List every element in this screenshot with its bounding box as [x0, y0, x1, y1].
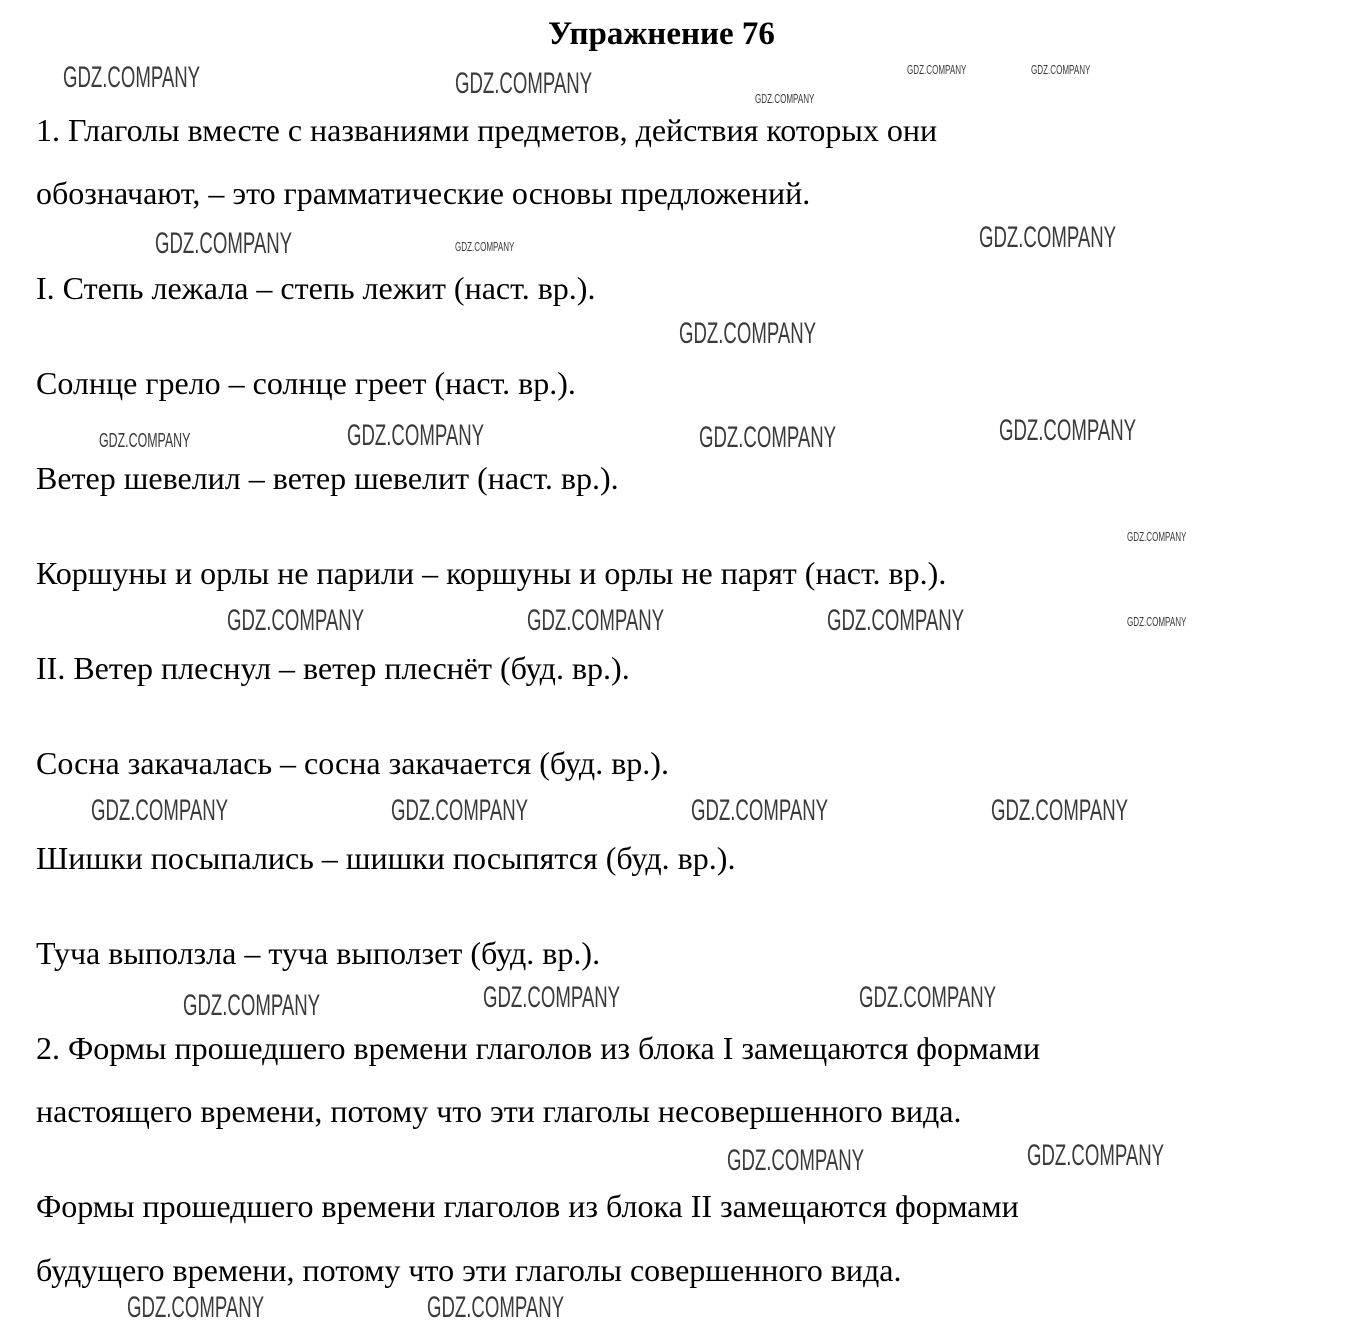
watermark: GDZ.COMPANY	[999, 414, 1137, 447]
text-line: 2. Формы прошедшего времени глаголов из блока I замещаются формами	[36, 1030, 1041, 1066]
text-line: настоящего времени, потому что эти глаголы несовершенного вида.	[36, 1093, 962, 1129]
watermark: GDZ.COMPANY	[427, 1291, 565, 1324]
watermark: GDZ.COMPANY	[1127, 614, 1187, 629]
watermark: GDZ.COMPANY	[859, 981, 997, 1014]
watermark: GDZ.COMPANY	[979, 221, 1117, 254]
watermark: GDZ.COMPANY	[679, 317, 817, 350]
watermark: GDZ.COMPANY	[127, 1291, 265, 1324]
watermark: GDZ.COMPANY	[1127, 529, 1187, 544]
watermark: GDZ.COMPANY	[483, 981, 621, 1014]
watermark: GDZ.COMPANY	[1027, 1139, 1165, 1172]
text-line: 1. Глаголы вместе с названиями предметов, действия которых они	[36, 112, 938, 148]
text-line: Формы прошедшего времени глаголов из блока II замещаются формами	[36, 1188, 1019, 1224]
watermark: GDZ.COMPANY	[347, 419, 485, 452]
watermark: GDZ.COMPANY	[227, 604, 365, 637]
watermark: GDZ.COMPANY	[99, 430, 191, 452]
text-line: обозначают, – это грамматические основы предложений.	[36, 175, 811, 211]
watermark: GDZ.COMPANY	[1031, 62, 1091, 77]
text-line: Шишки посыпались – шишки посыпятся (буд. вр.).	[36, 840, 736, 876]
watermark: GDZ.COMPANY	[727, 1144, 865, 1177]
text-line: II. Ветер плеснул – ветер плеснёт (буд. вр.).	[36, 650, 630, 686]
watermark: GDZ.COMPANY	[755, 91, 815, 106]
watermark: GDZ.COMPANY	[183, 989, 321, 1022]
watermark: GDZ.COMPANY	[691, 794, 829, 827]
text-line: Ветер шевелил – ветер шевелит (наст. вр.).	[36, 460, 619, 496]
watermark: GDZ.COMPANY	[827, 604, 965, 637]
watermark: GDZ.COMPANY	[699, 421, 837, 454]
watermark: GDZ.COMPANY	[907, 62, 967, 77]
text-line: будущего времени, потому что эти глаголы совершенного вида.	[36, 1252, 902, 1288]
watermark: GDZ.COMPANY	[91, 794, 229, 827]
text-line: Коршуны и орлы не парили – коршуны и орлы не парят (наст. вр.).	[36, 555, 947, 591]
text-line: Солнце грело – солнце греет (наст. вр.).	[36, 365, 576, 401]
watermark: GDZ.COMPANY	[991, 794, 1129, 827]
watermark: GDZ.COMPANY	[391, 794, 529, 827]
exercise-title: Упражнение 76	[548, 16, 775, 52]
text-line: Туча выползла – туча выползет (буд. вр.).	[36, 935, 601, 971]
text-line: I. Степь лежала – степь лежит (наст. вр.).	[36, 270, 596, 306]
text-line: Сосна закачалась – сосна закачается (буд. вр.).	[36, 745, 669, 781]
watermark: GDZ.COMPANY	[527, 604, 665, 637]
watermark: GDZ.COMPANY	[455, 239, 515, 254]
watermark: GDZ.COMPANY	[63, 61, 201, 94]
watermark: GDZ.COMPANY	[455, 67, 593, 100]
watermark: GDZ.COMPANY	[155, 227, 293, 260]
